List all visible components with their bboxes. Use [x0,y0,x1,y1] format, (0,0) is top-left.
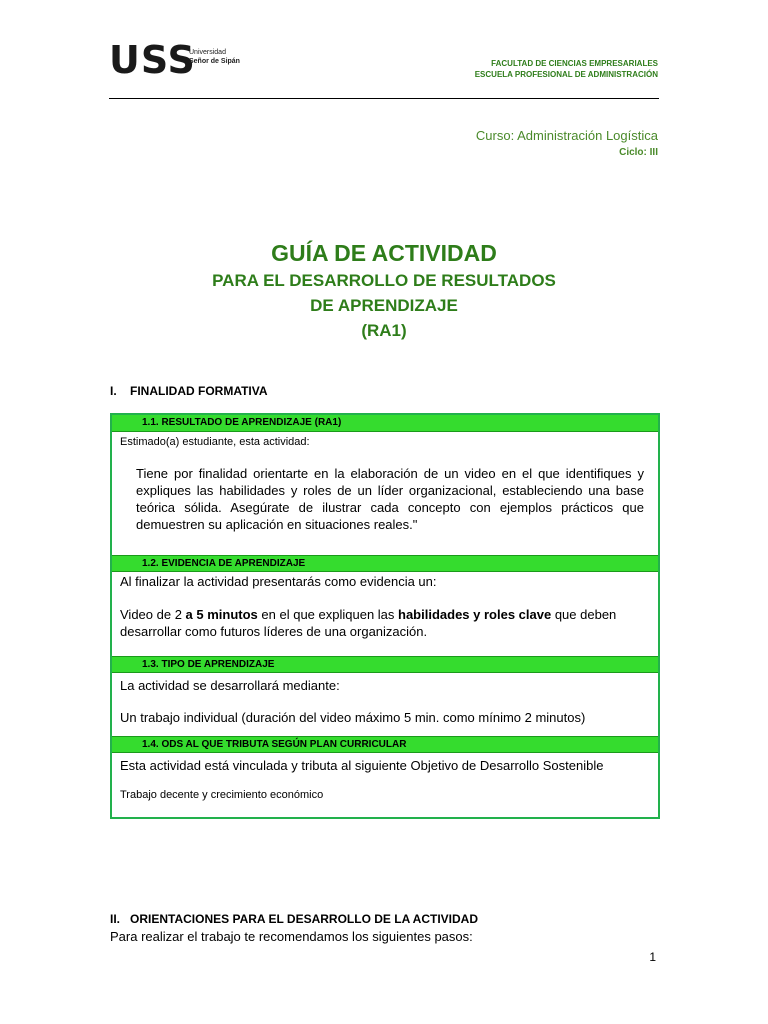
row-3-header: 1.3. TIPO DE APRENDIZAJE [112,656,658,673]
page-number: 1 [649,950,656,964]
row-1-header: 1.1. RESULTADO DE APRENDIZAJE (RA1) [112,415,658,432]
row-4-intro: Esta actividad está vinculada y tributa al siguiente Objetivo de Desarrollo Sostenible [120,758,604,773]
row-3-intro: La actividad se desarrollará mediante: [120,678,340,693]
school-name: ESCUELA PROFESIONAL DE ADMINISTRACIÓN [474,70,658,79]
row-2-body [120,606,650,640]
title-line-3: DE APRENDIZAJE [310,296,458,315]
course-name: Curso: Administración Logística [475,128,658,143]
row-4-header: 1.4. ODS AL QUE TRIBUTA SEGÚN PLAN CURRICULAR [112,736,658,753]
row-3-body: Un trabajo individual (duración del video máximo 5 min. como mínimo 2 minutos) [120,710,586,725]
section-1-heading: I. FINALIDAD FORMATIVA [110,384,268,398]
section-2-heading: II. ORIENTACIONES PARA EL DESARROLLO DE LA ACTIVIDAD [110,912,479,926]
row-1-intro: Estimado(a) estudiante, esta actividad: [120,436,310,448]
row-2-body-part-e: que deben desarrollar como futuros líderes de una organización. [120,607,617,639]
logo-subtitle-1: Universidad [189,49,226,56]
title-line-4: (RA1) [361,321,407,340]
row-4-body: Trabajo decente y crecimiento económico [120,789,324,801]
faculty-name: FACULTAD DE CIENCIAS EMPRESARIALES [491,59,658,68]
row-2-body-part-a: Video de 2 [120,607,186,622]
university-logo [109,38,249,82]
row-2-body-part-d: habilidades y roles clave [398,607,552,622]
title-line-2: PARA EL DESARROLLO DE RESULTADOS [212,271,556,290]
course-cycle: Ciclo: III [619,147,658,158]
document-title [0,238,768,343]
learning-outcome-table [110,413,660,819]
logo-subtitle-2: Señor de Sipán [189,58,240,65]
logo-letters: USS [109,38,196,82]
row-2-body-part-b: a 5 minutos [185,607,258,622]
title-line-1: GUÍA DE ACTIVIDAD [271,240,497,266]
row-2-intro: Al finalizar la actividad presentarás como evidencia un: [120,574,437,589]
row-2-header: 1.2. EVIDENCIA DE APRENDIZAJE [112,555,658,572]
faculty-block [475,58,658,80]
header-rule [109,98,659,99]
row-1-body: Tiene por finalidad orientarte en la elaboración de un video en el que identifiques y expliques las habilidades y roles de un líder organizacional, estableciendo una base teórica sólida. Asegúrate de ilustrar cada concepto con ejemplos prácticos que demuestren su aplicación en situaciones reales." [136,466,644,532]
row-2-body-part-c: en el que expliquen las [257,607,399,622]
section-2-intro: Para realizar el trabajo te recomendamos los siguientes pasos: [110,929,473,944]
